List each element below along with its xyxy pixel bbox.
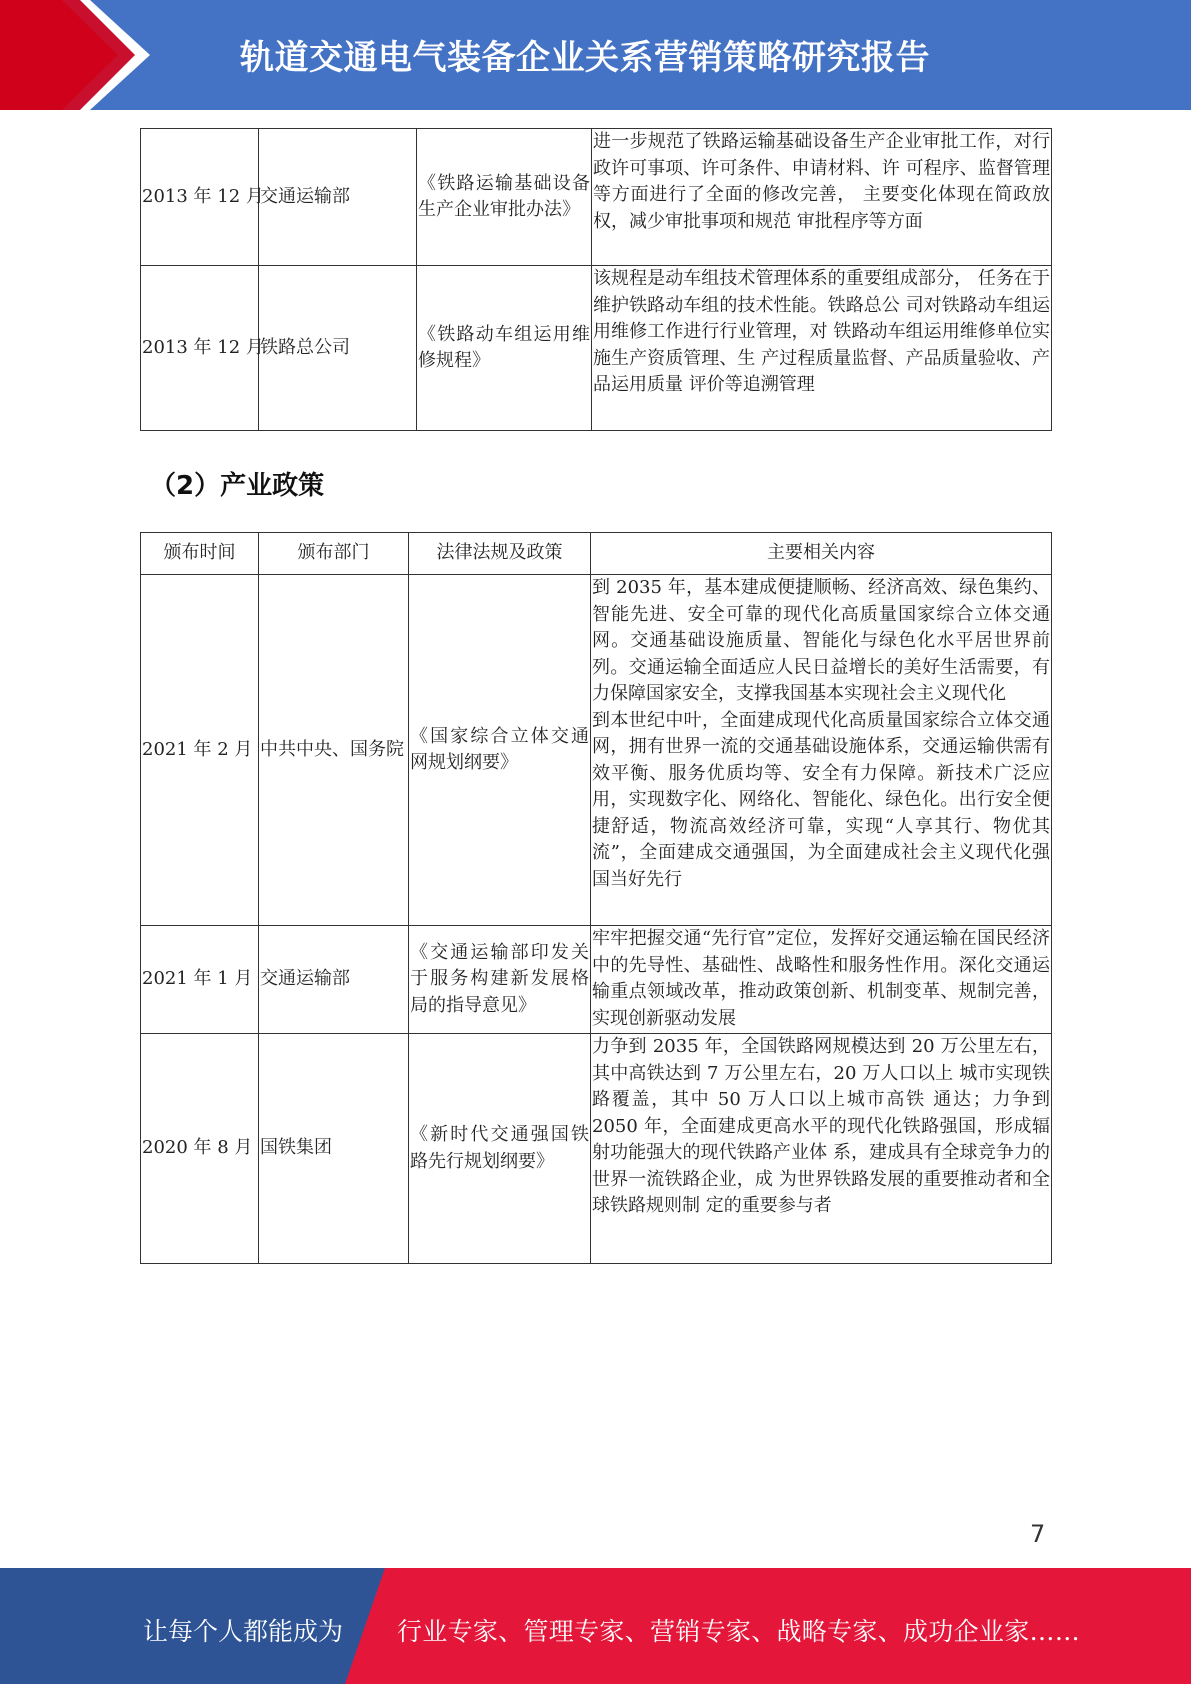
issue-date-cell: 2013 年 12 月 [141, 266, 259, 431]
table-row [141, 575, 1052, 926]
content-cell: 该规程是动车组技术管理体系的重要组成部分， 任务在于维护铁路动车组的技术性能。铁路总公 司对铁路动车组运用维修工作进行行业管理，对 铁路动车组运用维修单位实施生产资质管理、生 产过程质量监督、产品质量验收、产品运用质量 评价等追溯管理 [592, 266, 1052, 431]
column-header: 颁布时间 [141, 533, 259, 575]
footer-slogan-right: 行业专家、管理专家、营销专家、战略专家、成功企业家…… [397, 1617, 1081, 1646]
industry-policy-table [140, 532, 1052, 1264]
regulation-name-cell: 《国家综合立体交通网规划纲要》 [409, 575, 591, 926]
regulation-name-cell: 《交通运输部印发关于服务构建新发展格局的指导意见》 [409, 926, 591, 1034]
issuing-department-cell: 交通运输部 [259, 926, 409, 1034]
regulation-name-cell: 《新时代交通强国铁路先行规划纲要》 [409, 1034, 591, 1264]
regulation-name-cell: 《铁路运输基础设备生产企业审批办法》 [417, 129, 592, 266]
table-row [141, 266, 1052, 431]
page-header [0, 0, 1191, 110]
table-row [141, 926, 1052, 1034]
table-header-row [141, 533, 1052, 575]
issuing-department-cell: 交通运输部 [259, 129, 417, 266]
table-row [141, 1034, 1052, 1264]
header-arrow-decoration [0, 0, 150, 110]
page-number: 7 [1030, 1520, 1046, 1548]
column-header: 颁布部门 [259, 533, 409, 575]
footer-slogan-left: 让每个人都能成为 [143, 1617, 344, 1646]
column-header: 法律法规及政策 [409, 533, 591, 575]
issue-date-cell: 2020 年 8 月 [141, 1034, 259, 1264]
content-paragraph: 到 2035 年，基本建成便捷顺畅、经济高效、绿色集约、智能先进、安全可靠的现代化高质量国家综合立体交通网。交通基础设施质量、智能化与绿色化水平居世界前列。交通运输全面适应人民日益增长的美好生活需要，有力保障国家安全，支撑我国基本实现社会主义现代化 [592, 577, 1050, 704]
content-cell: 牢牢把握交通“先行官”定位，发挥好交通运输在国民经济中的先导性、基础性、战略性和服务性作用。深化交通运输重点领域改革，推动政策创新、机制变革、规制完善，实现创新驱动发展 [591, 926, 1052, 1034]
content-paragraph: 到本世纪中叶，全面建成现代化高质量国家综合立体交通网，拥有世界一流的交通基础设施体系，交通运输供需有效平衡、服务优质均等、安全有力保障。新技术广泛应用，实现数字化、网络化、智能化、绿色化。出行安全便捷舒适，物流高效经济可靠，实现“人享其行、物优其流”，全面建成交通强国，为全面建成社会主义现代化强国当好先行 [592, 709, 1050, 890]
content-cell [591, 575, 1052, 926]
column-header: 主要相关内容 [591, 533, 1052, 575]
regulation-name-cell: 《铁路动车组运用维修规程》 [417, 266, 592, 431]
issuing-department-cell: 国铁集团 [259, 1034, 409, 1264]
issue-date-cell: 2021 年 2 月 [141, 575, 259, 926]
content-cell: 力争到 2035 年，全国铁路网规模达到 20 万公里左右，其中高铁达到 7 万公里左右，20 万人口以上 城市实现铁路覆盖，其中 50 万人口以上城市高铁 通达；力争到 2050 年，全面建成更高水平的现代化铁路强国，形成辐射功能强大的现代铁路产业体 系，建成具有全球竞争力的世界一流铁路企业，成 为世界铁路发展的重要推动者和全球铁路规则制 定的重要参与者 [591, 1034, 1052, 1264]
table-row [141, 129, 1052, 266]
issue-date-cell: 2021 年 1 月 [141, 926, 259, 1034]
report-title: 轨道交通电气装备企业关系营销策略研究报告 [240, 38, 930, 78]
section-heading: （2）产业政策 [150, 471, 325, 501]
regulation-table-continued [140, 128, 1052, 431]
issue-date-cell: 2013 年 12 月 [141, 129, 259, 266]
issuing-department-cell: 铁路总公司 [259, 266, 417, 431]
page-footer [0, 1568, 1191, 1684]
content-cell: 进一步规范了铁路运输基础设备生产企业审批工作，对行政许可事项、许可条件、申请材料、许 可程序、监督管理等方面进行了全面的修改完善， 主要变化体现在简政放权，减少审批事项和规范 审批程序等方面 [592, 129, 1052, 266]
issuing-department-cell: 中共中央、国务院 [259, 575, 409, 926]
